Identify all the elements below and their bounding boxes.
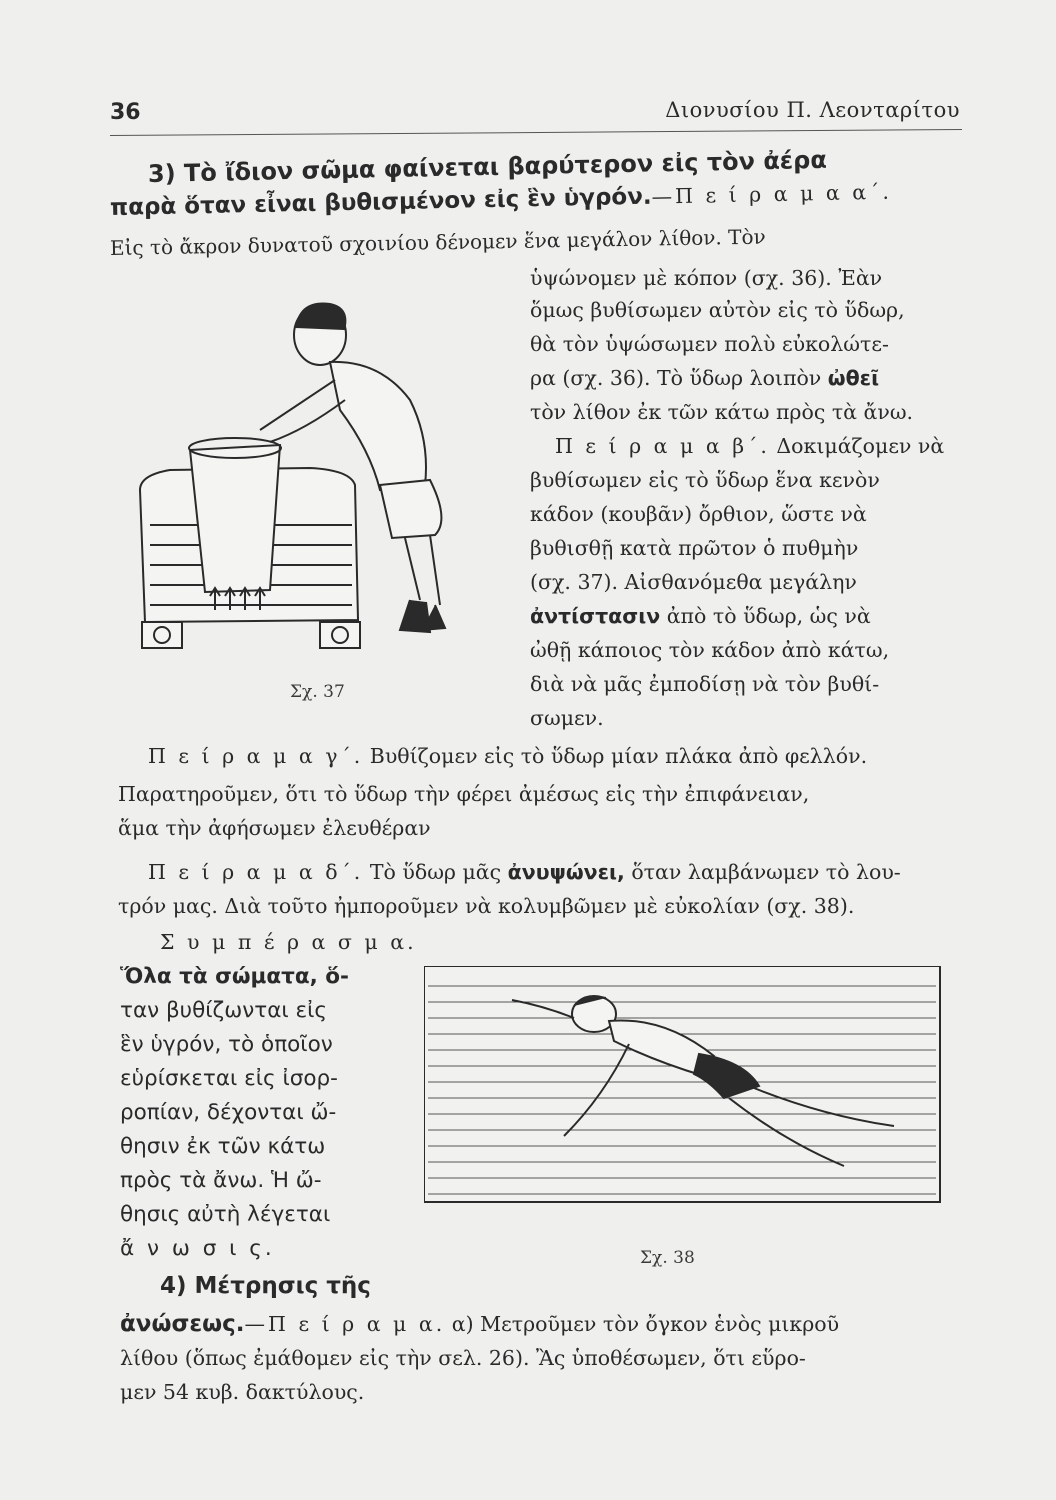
text-line: ὑψώνομεν μὲ κόπον (σχ. 36). Ἐὰν [530, 266, 883, 290]
text-line: τρόν μας. Διὰ τοῦτο ἠμποροῦμεν νὰ κολυμβῶμεν μὲ εὐκολίαν (σχ. 38). [118, 894, 855, 918]
page-number: 36 [110, 100, 141, 125]
text-segment: ρα (σχ. 36). Τὸ ὕδωρ λοιπὸν [530, 366, 822, 390]
section-4-experiment-label: —Π ε ί ρ α μ α. [244, 1312, 446, 1336]
text-line: μεν 54 κυβ. δακτύλους. [120, 1380, 365, 1404]
figure-38-caption: Σχ. 38 [640, 1248, 695, 1268]
text-line: τὸν λίθον ἐκ τῶν κάτω πρὸς τὰ ἄνω. [530, 400, 914, 424]
text-line: ὠθῇ κάποιος τὸν κάδον ἀπὸ κάτω, [530, 638, 890, 662]
experiment-b-label: Π ε ί ρ α μ α β΄. [555, 434, 770, 458]
conclusion-label: Σ υ μ π έ ρ α σ μ α. [160, 930, 417, 954]
text-segment: Δοκιμάζομεν νὰ [776, 434, 945, 458]
experiment-c-label: Π ε ί ρ α μ α γ΄. [148, 744, 364, 768]
text-line-with-bold [530, 602, 871, 630]
experiment-b-row [555, 432, 944, 460]
figure-38-swimmer [424, 966, 944, 1206]
text-line: λίθου (ὅπως ἐμάθομεν εἰς τὴν σελ. 26). Ἂς ὑποθέσωμεν, ὅτι εὕρο- [120, 1346, 806, 1370]
conclusion-line: εὑρίσκεται εἰς ἰσορ- [120, 1066, 338, 1091]
conclusion-line: πρὸς τὰ ἄνω. Ἡ ὤ- [120, 1168, 322, 1193]
text-line: ἅμα τὴν ἀφήσωμεν ἐλευθέραν [118, 816, 431, 840]
experiment-c-row [148, 742, 867, 770]
running-head: Διονυσίου Π. Λεονταρίτου [665, 98, 960, 122]
section-4-title-line2: ἀνώσεως. [120, 1311, 245, 1337]
figure-37-caption: Σχ. 37 [290, 682, 345, 702]
conclusion-line: ροπίαν, δέχονται ὤ- [120, 1100, 337, 1125]
conclusion-line: ταν βυθίζωνται εἰς [120, 998, 328, 1023]
text-line: σωμεν. [530, 706, 604, 730]
text-segment: ἀπὸ τὸ ὕδωρ, ὡς νὰ [666, 604, 871, 628]
experiment-d-label: Π ε ί ρ α μ α δ΄. [148, 860, 364, 884]
text-segment: Βυθίζομεν εἰς τὸ ὕδωρ μίαν πλάκα ἀπὸ φελλόν. [369, 744, 868, 768]
text-line: βυθισθῇ κατὰ πρῶτον ὁ πυθμὴν [530, 536, 859, 560]
text-segment: ὅταν λαμβάνωμεν τὸ λου- [631, 860, 901, 884]
text-line-with-bold [530, 364, 879, 392]
text-line: κάδον (κουβᾶν) ὄρθιον, ὥστε νὰ [530, 502, 867, 526]
bold-term-othei: ὠθεῖ [827, 366, 880, 390]
section-3-title-line1: 3) Τὸ ἴδιον σῶμα φαίνεται βαρύτερον εἰς τὸν ἀέρα [147, 145, 828, 188]
text-line: διὰ νὰ μᾶς ἐμποδίσῃ νὰ τὸν βυθί- [530, 672, 880, 696]
text-line: ὅμως βυθίσωμεν αὐτὸν εἰς τὸ ὕδωρ, [530, 298, 905, 322]
text-line: θὰ τὸν ὑψώσωμεν πολὺ εὐκολώτε- [530, 332, 889, 356]
text-line: βυθίσωμεν εἰς τὸ ὕδωρ ἕνα κενὸν [530, 468, 880, 492]
section-3-title-line2: παρὰ ὅταν εἶναι βυθισμένον εἰς ἓν ὑγρόν. [109, 183, 652, 221]
text-segment: Τὸ ὕδωρ μᾶς [369, 860, 502, 884]
conclusion-line-anosis: ἄ ν ω σ ι ς. [120, 1236, 275, 1261]
figure-37-boy-bucket [130, 290, 500, 670]
text-segment: α) Μετροῦμεν τὸν ὄγκον ἑνὸς μικροῦ [451, 1312, 840, 1336]
bold-term-antistasin: ἀντίστασιν [530, 604, 661, 628]
conclusion-line: θησιν ἐκ τῶν κάτω [120, 1134, 326, 1159]
text-line: (σχ. 37). Αἰσθανόμεθα μεγάλην [530, 570, 857, 594]
page-header [110, 84, 960, 124]
conclusion-line: Ὅλα τὰ σώματα, ὅ- [120, 964, 349, 989]
text-line: Παρατηροῦμεν, ὅτι τὸ ὕδωρ τὴν φέρει ἀμέσως εἰς τὴν ἐπιφάνειαν, [118, 782, 810, 806]
section-4-row1 [120, 1310, 839, 1338]
conclusion-line: ἓν ὑγρόν, τὸ ὁποῖον [120, 1032, 333, 1057]
header-rule [110, 129, 962, 136]
experiment-d-row [148, 858, 901, 886]
section-4-title-line1: 4) Μέτρησις τῆς [160, 1273, 371, 1299]
bold-term-anypsonei: ἀνυψώνει, [507, 860, 625, 884]
experiment-a-label: —Π ε ί ρ α μ α α΄. [651, 179, 893, 209]
text-line: Εἰς τὸ ἄκρον δυνατοῦ σχοινίου δένομεν ἕνα μεγάλον λίθον. Τὸν [109, 224, 766, 260]
conclusion-line: θησις αὐτὴ λέγεται [120, 1202, 331, 1227]
